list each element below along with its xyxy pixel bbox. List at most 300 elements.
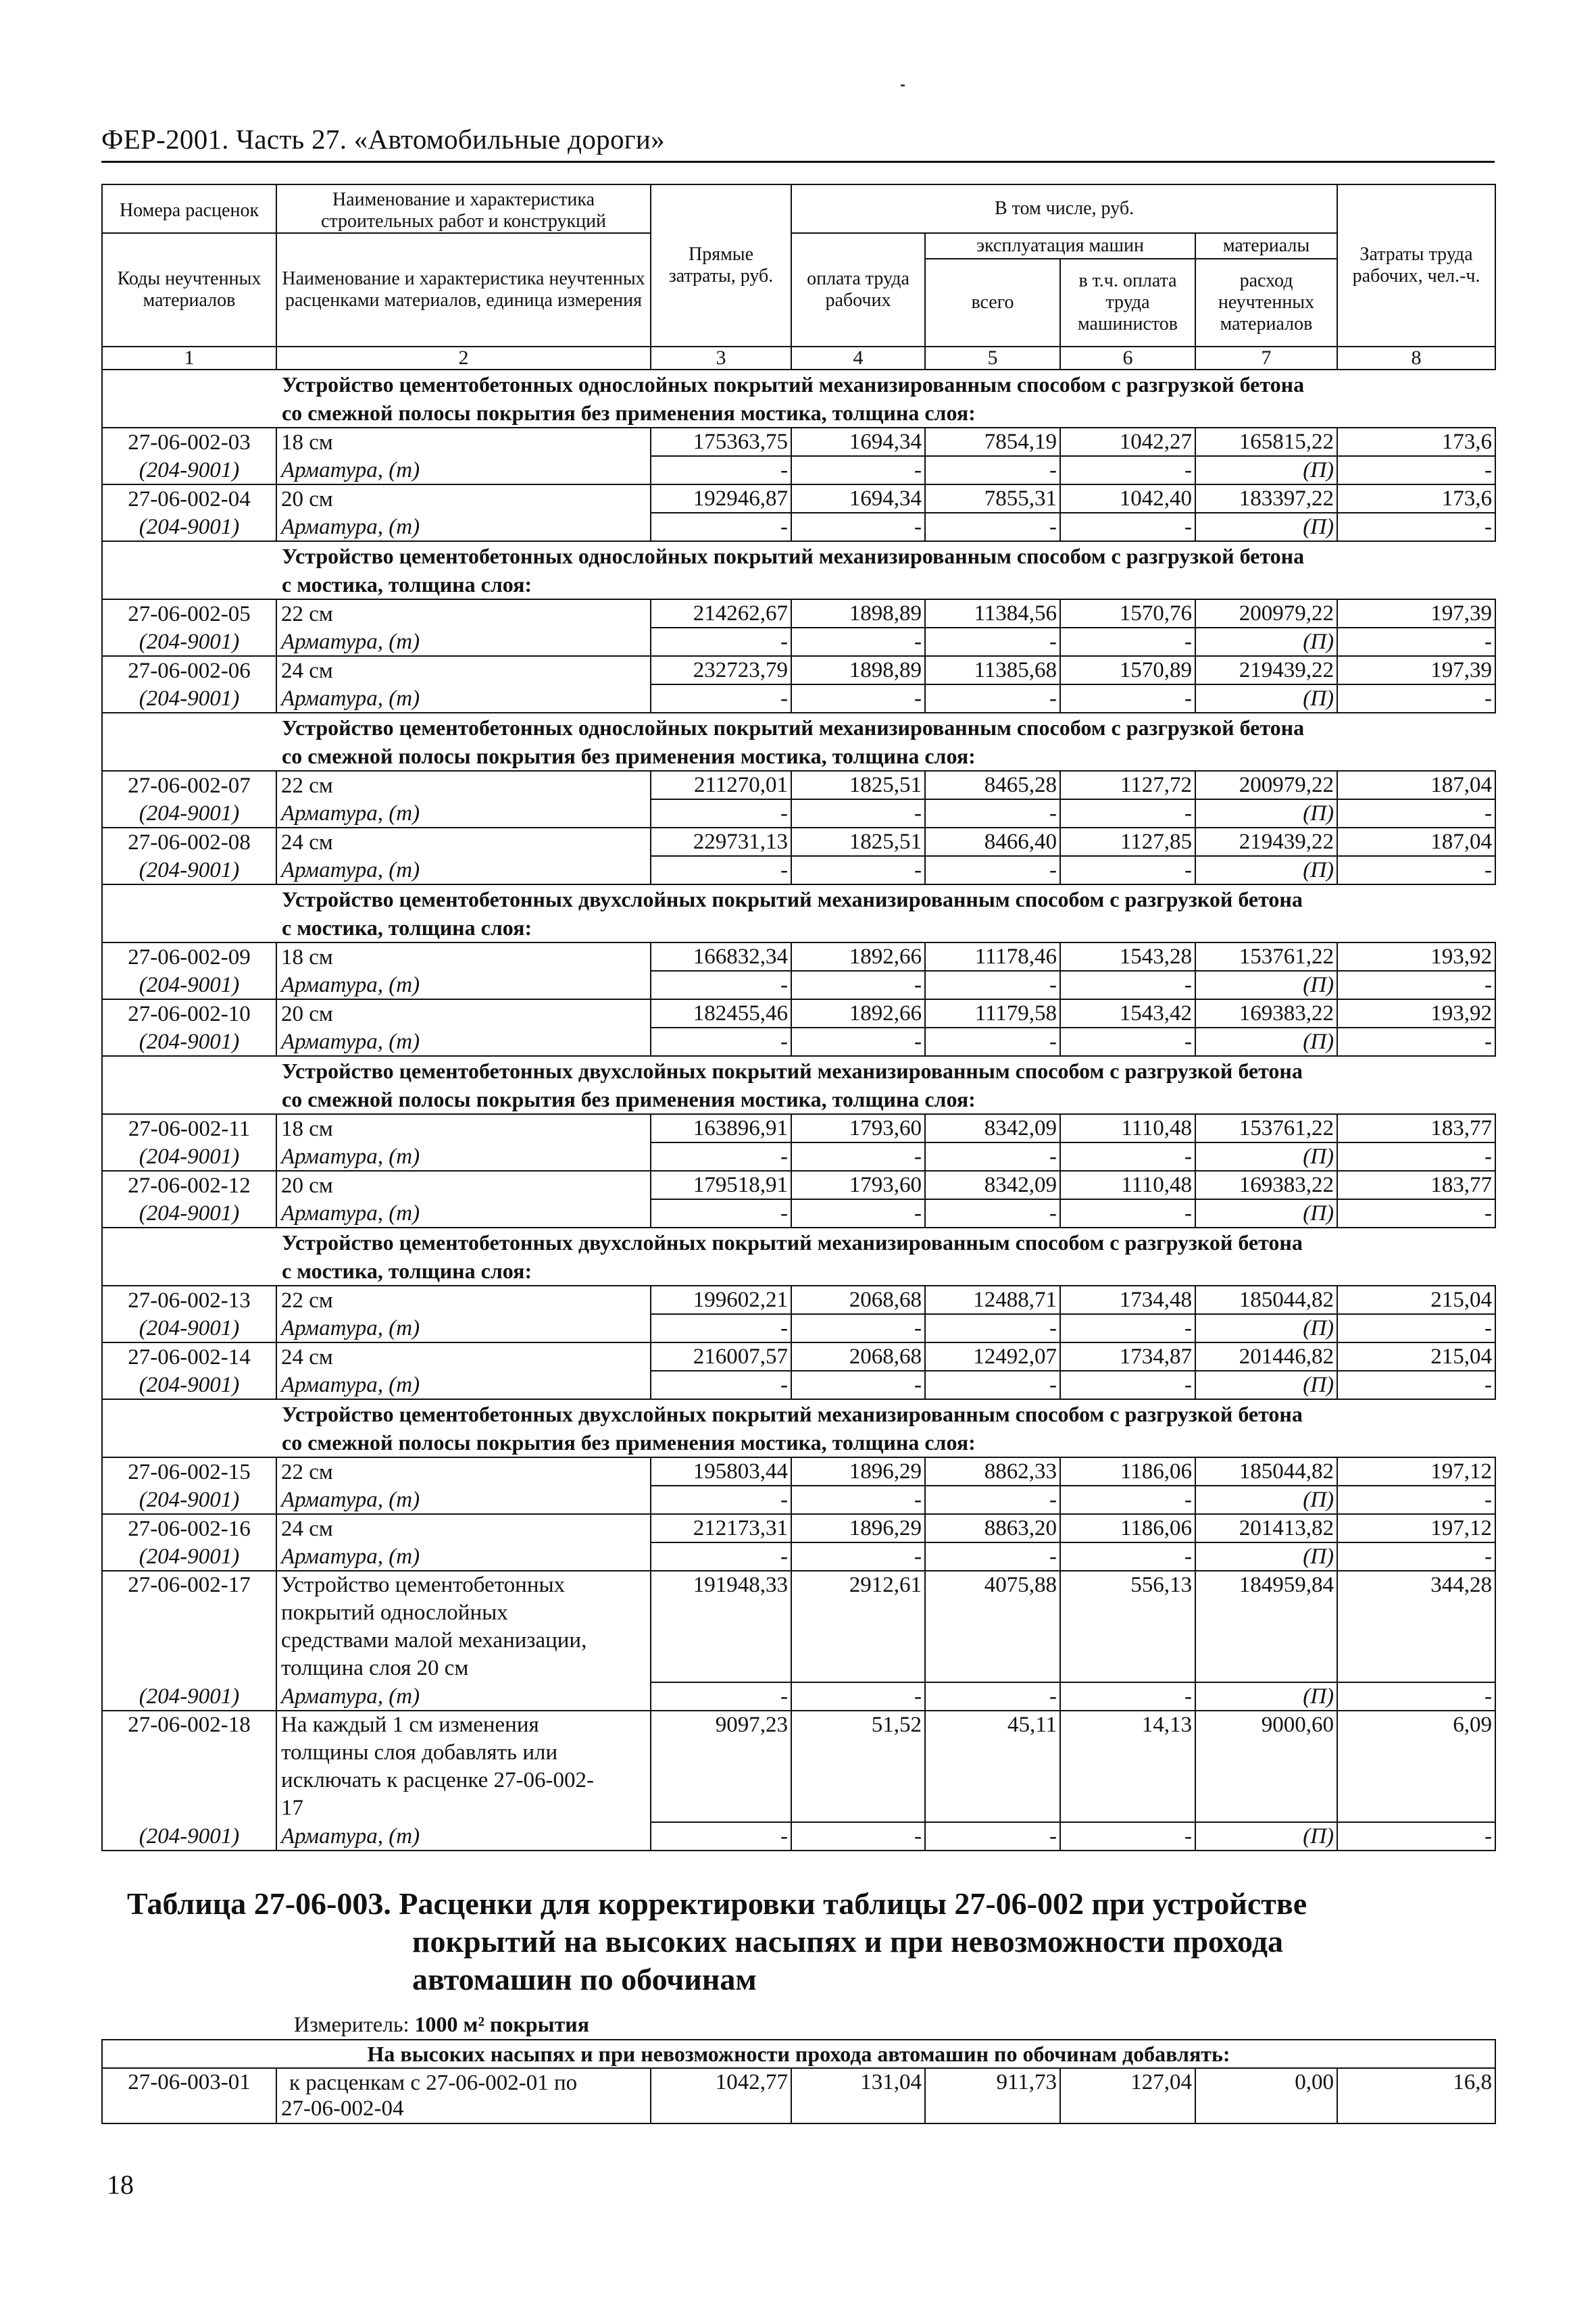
page-number: 18 (107, 2169, 134, 2200)
dash-cell: - (651, 1371, 791, 1399)
labor-hours: 183,77 (1337, 1171, 1495, 1199)
machine-cost: 4075,88 (925, 1571, 1060, 1682)
col-num: 6 (1060, 347, 1195, 370)
operator-cost: 1570,76 (1060, 599, 1195, 628)
material-name: Арматура, (т) (276, 1542, 651, 1571)
material-name: Арматура, (т) (276, 1314, 651, 1342)
col1-head-b: Коды неучтенных материалов (102, 233, 276, 347)
section-title-line: со смежной полосы покрытия без применения мостика, толщина слоя: (282, 1430, 976, 1455)
rate-row (102, 484, 1495, 513)
rate-name: 20 см (276, 1171, 651, 1199)
rate-name-line: к расценкам с 27-06-002-01 по (289, 2071, 578, 2095)
dash-cell: - (1060, 799, 1195, 828)
rate-code: 27-06-002-17 (102, 1571, 276, 1682)
section-title-line: Устройство цементобетонных однослойных покрытий механизированным способом с разгрузкой бетона (282, 715, 1305, 740)
operator-cost: 556,13 (1060, 1571, 1195, 1682)
rate-row (102, 1342, 1495, 1371)
col-num: 3 (651, 347, 791, 370)
material-name: Арматура, (т) (276, 456, 651, 484)
rate-code: 27-06-002-12 (102, 1171, 276, 1199)
rate-name: 22 см (276, 1286, 651, 1314)
material-mark: (П) (1195, 456, 1337, 484)
labor-hours: 193,92 (1337, 942, 1495, 971)
direct-cost: 191948,33 (651, 1571, 791, 1682)
material-code: (204-9001) (102, 1142, 276, 1171)
dash-cell: - (651, 1314, 791, 1342)
rate-code: 27-06-002-13 (102, 1286, 276, 1314)
direct-cost: 195803,44 (651, 1457, 791, 1486)
section-title-line: Устройство цементобетонных двухслойных покрытий механизированным способом с разгрузкой бетона (282, 887, 1303, 911)
operator-cost: 1042,27 (1060, 428, 1195, 456)
col-num: 5 (925, 347, 1060, 370)
labor-hours: 173,6 (1337, 428, 1495, 456)
dash-cell: - (925, 628, 1060, 656)
material-mark: (П) (1195, 628, 1337, 656)
dash-cell: - (1337, 684, 1495, 713)
material-code: (204-9001) (102, 1199, 276, 1228)
rate-row (102, 1457, 1495, 1486)
dash-cell: - (1337, 1486, 1495, 1514)
material-mark: (П) (1195, 684, 1337, 713)
material-subrow (102, 1199, 1495, 1228)
section-spacer (102, 370, 276, 428)
rate-row (102, 1571, 1495, 1682)
col-num: 2 (276, 347, 651, 370)
dash-cell: - (1337, 456, 1495, 484)
col4-head: оплата труда рабочих (791, 233, 925, 347)
dash-cell: - (925, 856, 1060, 884)
labor-cost: 1825,51 (791, 828, 925, 856)
material-cost: 169383,22 (1195, 999, 1337, 1028)
material-mark: (П) (1195, 1314, 1337, 1342)
material-subrow (102, 799, 1495, 828)
material-code: (204-9001) (102, 456, 276, 484)
rate-row (102, 428, 1495, 456)
speck (901, 84, 905, 86)
material-code: (204-9001) (102, 1486, 276, 1514)
section-title (276, 1399, 1495, 1457)
material-mark: (П) (1195, 856, 1337, 884)
dash-cell: - (1060, 684, 1195, 713)
dash-cell: - (651, 971, 791, 999)
dash-cell: - (1060, 971, 1195, 999)
material-mark: (П) (1195, 971, 1337, 999)
labor-cost: 2068,68 (791, 1342, 925, 1371)
rate-name: 22 см (276, 1457, 651, 1486)
dash-cell: - (651, 856, 791, 884)
labor-hours: 197,39 (1337, 656, 1495, 684)
direct-cost: 232723,79 (651, 656, 791, 684)
dash-cell: - (651, 799, 791, 828)
material-cost: 184959,84 (1195, 1571, 1337, 1682)
material-name: Арматура, (т) (276, 1822, 651, 1851)
dash-cell: - (1060, 1542, 1195, 1571)
col7-head: расход неучтенных материалов (1195, 259, 1337, 347)
material-mark: (П) (1195, 799, 1337, 828)
dash-cell: - (1060, 856, 1195, 884)
dash-cell: - (925, 1199, 1060, 1228)
labor-hours: 197,12 (1337, 1514, 1495, 1542)
section-title-line: с мостика, толщина слоя: (282, 572, 532, 597)
material-subrow (102, 1028, 1495, 1056)
dash-cell: - (791, 1371, 925, 1399)
rate-row (102, 828, 1495, 856)
material-subrow (102, 1822, 1495, 1851)
dash-cell: - (651, 456, 791, 484)
material-name: Арматура, (т) (276, 1142, 651, 1171)
section-title-line: Устройство цементобетонных однослойных покрытий механизированным способом с разгрузкой бетона (282, 544, 1305, 568)
dash-cell: - (791, 513, 925, 541)
dash-cell: - (1060, 1028, 1195, 1056)
incl-head: В том числе, руб. (791, 184, 1337, 233)
section-spacer (102, 884, 276, 942)
dash-cell: - (791, 1486, 925, 1514)
labor-cost: 1898,89 (791, 599, 925, 628)
table3-title-line: покрытий на высоких насыпях и при невозможности прохода (412, 1924, 1283, 1959)
direct-cost: 214262,67 (651, 599, 791, 628)
section-title-line: со смежной полосы покрытия без применения мостика, толщина слоя: (282, 401, 976, 425)
operator-cost: 14,13 (1060, 1711, 1195, 1822)
material-code: (204-9001) (102, 856, 276, 884)
material-cost: 153761,22 (1195, 942, 1337, 971)
material-cost: 153761,22 (1195, 1114, 1337, 1142)
machine-cost: 12488,71 (925, 1286, 1060, 1314)
rate-name (276, 1571, 651, 1682)
material-name: Арматура, (т) (276, 1486, 651, 1514)
dash-cell: - (791, 1682, 925, 1711)
dash-cell: - (651, 1142, 791, 1171)
rate-row (102, 1514, 1495, 1542)
dash-cell: - (925, 1542, 1060, 1571)
direct-cost: 1042,77 (651, 2068, 791, 2123)
section-heading-row (102, 1228, 1495, 1286)
dash-cell: - (925, 1371, 1060, 1399)
dash-cell: - (651, 684, 791, 713)
material-mark: (П) (1195, 1199, 1337, 1228)
rate-row (102, 1171, 1495, 1199)
table3 (101, 2039, 1496, 2124)
direct-cost: 216007,57 (651, 1342, 791, 1371)
material-mark: (П) (1195, 1682, 1337, 1711)
material-code: (204-9001) (102, 971, 276, 999)
dash-cell: - (791, 971, 925, 999)
section-spacer (102, 1056, 276, 1114)
rate-name-line: толщины слоя добавлять или (281, 1740, 558, 1765)
dash-cell: - (651, 628, 791, 656)
rate-code: 27-06-002-06 (102, 656, 276, 684)
material-subrow (102, 1314, 1495, 1342)
material-code: (204-9001) (102, 1542, 276, 1571)
dash-cell: - (1060, 1486, 1195, 1514)
material-mark: (П) (1195, 1822, 1337, 1851)
direct-cost: 166832,34 (651, 942, 791, 971)
operator-cost: 1127,72 (1060, 771, 1195, 799)
rate-name: 20 см (276, 999, 651, 1028)
dash-cell: - (1337, 628, 1495, 656)
rate-name: 24 см (276, 1514, 651, 1542)
labor-cost: 51,52 (791, 1711, 925, 1822)
rate-name-line: 27-06-002-04 (281, 2096, 404, 2121)
rate-name: 20 см (276, 484, 651, 513)
labor-cost: 1793,60 (791, 1171, 925, 1199)
dash-cell: - (651, 1542, 791, 1571)
rate-code: 27-06-002-05 (102, 599, 276, 628)
dash-cell: - (791, 1314, 925, 1342)
section-title-line: со смежной полосы покрытия без применения мостика, толщина слоя: (282, 1087, 976, 1111)
dash-cell: - (791, 1028, 925, 1056)
machine-cost: 7854,19 (925, 428, 1060, 456)
direct-cost: 229731,13 (651, 828, 791, 856)
section-spacer (102, 1228, 276, 1286)
material-cost: 219439,22 (1195, 656, 1337, 684)
page-header: ФЕР-2001. Часть 27. «Автомобильные дороги» (101, 124, 665, 155)
material-mark: (П) (1195, 1028, 1337, 1056)
dash-cell: - (1060, 1314, 1195, 1342)
labor-hours: 197,39 (1337, 599, 1495, 628)
labor-hours: 344,28 (1337, 1571, 1495, 1682)
material-cost: 185044,82 (1195, 1457, 1337, 1486)
operator-cost: 1543,28 (1060, 942, 1195, 971)
header-rule (101, 161, 1495, 163)
operator-cost: 1734,87 (1060, 1342, 1195, 1371)
dash-cell: - (791, 684, 925, 713)
material-cost: 169383,22 (1195, 1171, 1337, 1199)
dash-cell: - (925, 456, 1060, 484)
machine-cost: 11179,58 (925, 999, 1060, 1028)
operator-cost: 1186,06 (1060, 1457, 1195, 1486)
rate-row (102, 1114, 1495, 1142)
material-name: Арматура, (т) (276, 1682, 651, 1711)
rate-row (102, 1711, 1495, 1822)
dash-cell: - (1337, 1542, 1495, 1571)
operator-cost: 1110,48 (1060, 1114, 1195, 1142)
material-subrow (102, 1486, 1495, 1514)
dash-cell: - (1060, 1682, 1195, 1711)
dash-cell: - (791, 799, 925, 828)
machine-cost: 911,73 (925, 2068, 1060, 2123)
labor-hours: 173,6 (1337, 484, 1495, 513)
dash-cell: - (925, 799, 1060, 828)
section-heading-row (102, 370, 1495, 428)
material-cost: 200979,22 (1195, 771, 1337, 799)
col3-head: Прямые затраты, руб. (651, 184, 791, 347)
dash-cell: - (651, 1822, 791, 1851)
rate-name-line: исключать к расценке 27-06-002- (281, 1768, 594, 1792)
machine-cost: 8342,09 (925, 1171, 1060, 1199)
machine-cost: 11384,56 (925, 599, 1060, 628)
machine-cost: 8863,20 (925, 1514, 1060, 1542)
dash-cell: - (651, 513, 791, 541)
dash-cell: - (791, 856, 925, 884)
material-code: (204-9001) (102, 1371, 276, 1399)
col5-head: всего (925, 259, 1060, 347)
material-subrow (102, 456, 1495, 484)
material-code: (204-9001) (102, 1028, 276, 1056)
material-subrow (102, 1142, 1495, 1171)
direct-cost: 9097,23 (651, 1711, 791, 1822)
material-name: Арматура, (т) (276, 856, 651, 884)
machine-cost: 8466,40 (925, 828, 1060, 856)
dash-cell: - (791, 628, 925, 656)
dash-cell: - (925, 1682, 1060, 1711)
direct-cost: 211270,01 (651, 771, 791, 799)
dash-cell: - (791, 456, 925, 484)
dash-cell: - (791, 1199, 925, 1228)
dash-cell: - (925, 1486, 1060, 1514)
rate-row (102, 599, 1495, 628)
dash-cell: - (651, 1028, 791, 1056)
material-mark: (П) (1195, 513, 1337, 541)
rate-name-line: Устройство цементобетонных (281, 1573, 566, 1597)
rate-code: 27-06-002-11 (102, 1114, 276, 1142)
material-name: Арматура, (т) (276, 1371, 651, 1399)
machine-cost: 7855,31 (925, 484, 1060, 513)
rate-row (102, 942, 1495, 971)
col2-head-a: Наименование и характеристика строительных работ и конструкций (276, 184, 651, 233)
machine-cost: 11385,68 (925, 656, 1060, 684)
price-table (101, 184, 1496, 1851)
dash-cell: - (925, 1142, 1060, 1171)
labor-cost: 2068,68 (791, 1286, 925, 1314)
machine-cost: 8862,33 (925, 1457, 1060, 1486)
operator-cost: 127,04 (1060, 2068, 1195, 2123)
dash-cell: - (1337, 1314, 1495, 1342)
material-cost: 201446,82 (1195, 1342, 1337, 1371)
labor-cost: 1825,51 (791, 771, 925, 799)
dash-cell: - (1337, 1199, 1495, 1228)
section-heading-row (102, 1399, 1495, 1457)
dash-cell: - (1337, 513, 1495, 541)
dash-cell: - (1060, 1371, 1195, 1399)
labor-hours: 187,04 (1337, 828, 1495, 856)
direct-cost: 163896,91 (651, 1114, 791, 1142)
dash-cell: - (1337, 1682, 1495, 1711)
material-code: (204-9001) (102, 799, 276, 828)
rate-name: 24 см (276, 656, 651, 684)
measure-value: 1000 м² покрытия (414, 2012, 590, 2036)
material-mark: (П) (1195, 1486, 1337, 1514)
col-num: 8 (1337, 347, 1495, 370)
dash-cell: - (791, 1822, 925, 1851)
section-title-line: со смежной полосы покрытия без применения мостика, толщина слоя: (282, 744, 976, 768)
rate-name: 18 см (276, 942, 651, 971)
section-heading-row (102, 1056, 1495, 1114)
dash-cell: - (1337, 971, 1495, 999)
labor-cost: 1896,29 (791, 1514, 925, 1542)
dash-cell: - (1060, 1199, 1195, 1228)
material-name: Арматура, (т) (276, 971, 651, 999)
material-subrow (102, 628, 1495, 656)
rate-code: 27-06-002-04 (102, 484, 276, 513)
table3-title-line: Таблица 27-06-003. Расценки для корректировки таблицы 27-06-002 при устройстве (127, 1886, 1307, 1921)
rate-code: 27-06-002-09 (102, 942, 276, 971)
dash-cell: - (651, 1682, 791, 1711)
material-subrow (102, 856, 1495, 884)
rate-code: 27-06-002-14 (102, 1342, 276, 1371)
col-num: 1 (102, 347, 276, 370)
dash-cell: - (651, 1199, 791, 1228)
material-mark: (П) (1195, 1142, 1337, 1171)
dash-cell: - (925, 971, 1060, 999)
section-spacer (102, 1399, 276, 1457)
col2-head-b: Наименование и характеристика неучтенных расценками материалов, единица измерения (276, 233, 651, 347)
labor-cost: 1892,66 (791, 999, 925, 1028)
direct-cost: 182455,46 (651, 999, 791, 1028)
rate-name: 24 см (276, 828, 651, 856)
dash-cell: - (1060, 513, 1195, 541)
dash-cell: - (925, 1028, 1060, 1056)
col-num: 7 (1195, 347, 1337, 370)
material-cost: 200979,22 (1195, 599, 1337, 628)
measure-label: Измеритель: (294, 2012, 409, 2036)
direct-cost: 212173,31 (651, 1514, 791, 1542)
section-title-line: Устройство цементобетонных двухслойных покрытий механизированным способом с разгрузкой бетона (282, 1230, 1303, 1255)
material-name: Арматура, (т) (276, 799, 651, 828)
rate-row (102, 771, 1495, 799)
material-cost: 201413,82 (1195, 1514, 1337, 1542)
table3-title (127, 1885, 1411, 1998)
rate-row (102, 999, 1495, 1028)
machine-cost: 11178,46 (925, 942, 1060, 971)
section-title-line: Устройство цементобетонных двухслойных покрытий механизированным способом с разгрузкой бетона (282, 1402, 1303, 1426)
material-cost: 0,00 (1195, 2068, 1337, 2123)
section-heading-row (102, 713, 1495, 771)
direct-cost: 192946,87 (651, 484, 791, 513)
section-title (276, 370, 1495, 428)
rate-name: 18 см (276, 1114, 651, 1142)
rate-name-line: средствами малой механизации, (281, 1628, 587, 1653)
material-code: (204-9001) (102, 1822, 276, 1851)
col-num: 4 (791, 347, 925, 370)
labor-hours: 16,8 (1337, 2068, 1495, 2123)
col1-head-a: Номера расценок (102, 184, 276, 233)
section-title (276, 541, 1495, 599)
material-mark: (П) (1195, 1542, 1337, 1571)
labor-hours: 187,04 (1337, 771, 1495, 799)
rate-name: 22 см (276, 599, 651, 628)
operator-cost: 1543,42 (1060, 999, 1195, 1028)
table3-title-line: автомашин по обочинам (412, 1962, 757, 1996)
labor-cost: 131,04 (791, 2068, 925, 2123)
material-code: (204-9001) (102, 513, 276, 541)
rate-code: 27-06-002-16 (102, 1514, 276, 1542)
rate-name: 24 см (276, 1342, 651, 1371)
dash-cell: - (791, 1542, 925, 1571)
dash-cell: - (1337, 1371, 1495, 1399)
labor-hours: 215,04 (1337, 1342, 1495, 1371)
labor-cost: 1892,66 (791, 942, 925, 971)
labor-cost: 2912,61 (791, 1571, 925, 1682)
col6-head: в т.ч. оплата труда машинистов (1060, 259, 1195, 347)
labor-cost: 1694,34 (791, 428, 925, 456)
dash-cell: - (651, 1486, 791, 1514)
machine-cost: 8465,28 (925, 771, 1060, 799)
rate-name-line: 17 (281, 1796, 303, 1820)
labor-cost: 1896,29 (791, 1457, 925, 1486)
labor-cost: 1694,34 (791, 484, 925, 513)
section-spacer (102, 713, 276, 771)
material-code: (204-9001) (102, 1314, 276, 1342)
material-cost: 9000,60 (1195, 1711, 1337, 1822)
direct-cost: 175363,75 (651, 428, 791, 456)
rate-name (276, 1711, 651, 1822)
labor-cost: 1793,60 (791, 1114, 925, 1142)
material-code: (204-9001) (102, 684, 276, 713)
dash-cell: - (1337, 1822, 1495, 1851)
section-title (276, 1228, 1495, 1286)
dash-cell: - (1337, 799, 1495, 828)
section-heading-row (102, 541, 1495, 599)
